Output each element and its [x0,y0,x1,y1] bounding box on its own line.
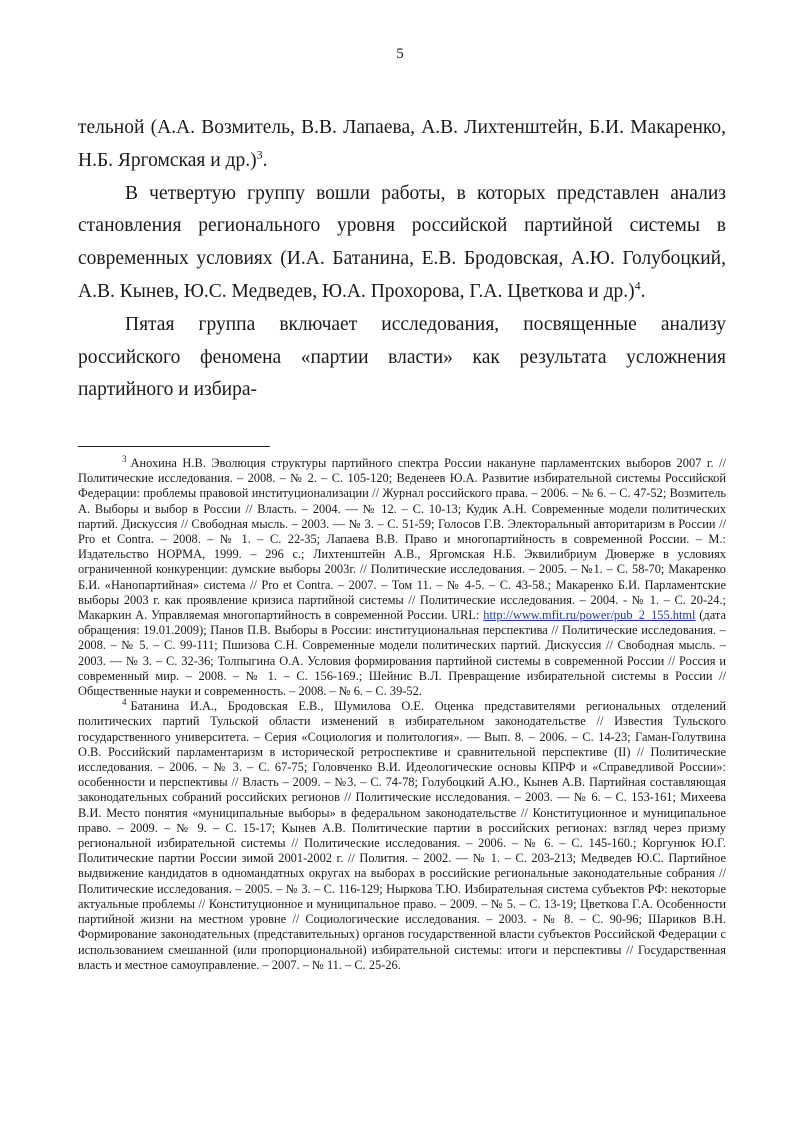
page-number: 5 [396,46,404,62]
paragraph-2-end: . [640,280,646,302]
footnote-ref-4[interactable]: 4 [634,278,641,293]
footnote-4 [78,699,726,973]
paragraph-1-end: . [262,149,268,171]
footnote-3-mark: 3 [122,453,127,464]
footnote-4-text: Батанина И.А., Бродовская Е.В., Шумилова О.Е. Оценка представителями региональных отделений политических партий Тульской области изменений в избирательном законодательстве // Известия Тульского государственного университета. – Серия «Социология и политология». — Вып. 8. – 2006. – С. 14-23; Гаман-Голутвина О.В. Российский парламентаризм в исторической ретроспективе и сравнительной перспективе (II) // Политические исследования. – 2006. – № 3. – С. 67-75; Головченко В.И. Идеологические основы КПРФ и «Справедливой России»: особенности и перспективы // Власть – 2009. – №3. – С. 74-78; Голубоцкий А.Ю., Кынев А.В. Партийная составляющая законодательных собраний российских регионов // Политические исследования. – 2003. — № 6. – С. 153-161; Михеева В.И. Место понятия «муниципальные выборы» в федеральном законодательстве // Конституционное и муниципальное право. – 2009. – № 9. – С. 15-17; Кынев А.В. Политические партии в российских регионах: взгляд через призму региональной избирательной системы // Политические исследования. – 2006. – № 6. – С. 145-160.; Коргунюк Ю.Г. Политические партии России зимой 2001-2002 г. // Полития. – 2002. — № 1. – С. 203-213; Медведев Ю.С. Партийное выдвижение кандидатов в одномандатных округах на выборах в российские региональные законодательные собрания // Политические исследования. – 2005. – № 3. – С. 116-129; Ныркова Т.Ю. Избирательная система субъектов РФ: некоторые актуальные проблемы // Конституционное и муниципальное право. – 2009. – № 5. – С. 13-19; Цветкова Г.А. Особенности партийной жизни на местном уровне // Социологические исследования. – 2003. - № 8. – С. 90-96; Шариков В.Н. Формирование законодательных (представительных) органов государственной власти субъектов Российской Федерации с использованием смешанной (или пропорциональной) избирательной системы: итоги и перспективы // Государственная власть и местное самоуправление. – 2007. – № 11. – С. 25-26. [78,699,726,972]
footnotes [78,453,726,973]
footnote-3-text-a: Анохина Н.В. Эволюция структуры партийного спектра России накануне парламентских выборов 2007 г. // Политические исследования. – 2008. – № 2. – С. 105-120; Веденеев Ю.А. Развитие избирательной системы Российской Федерации: проблемы правовой институционализации // Журнал российского права. – 2006. – № 6. – С. 47-52; Возмитель А. Выборы и выбор в России // Власть. – 2004. — № 12. – С. 10-13; Кудик А.Н. Современные модели политических партий. Дискуссия // Свободная мысль. – 2003. — № 3. – С. 51-59; Голосов Г.В. Электоральный авторитаризм в России // Pro et Contra. – 2008. – № 1. – С. 22-35; Лапаева В.В. Право и многопартийность в современной России. – М.: Издательство НОРМА, 1999. – 296 с.; Лихтенштейн А.В., Яргомская Н.Б. Эквилибриум Дюверже в условиях ограниченной конкуренции: думские выборы 2003г. // Политические исследования. – 2005. – №1. – С. 58-70; Макаренко Б.И. «Нанопартийная» система // Pro et Contra. – 2007. – Том 11. – № 4-5. – С. 43-58.; Макаренко Б.И. Парламентские выборы 2003 г. как проявление кризиса партийной системы // Политические исследования. – 2004. - № 1. – С. 20-24.; Макаркин А. Управляемая многопартийность в современной России. URL: [78,456,726,623]
paragraph-2-text: В четвертую группу вошли работы, в которых представлен анализ становления регионального уровня российской партийной системы в современных условиях (И.А. Батанина, Е.В. Бродовская, А.Ю. Голубоцкий, А.В. Кынев, Ю.С. Медведев, Ю.А. Прохорова, Г.А. Цветкова и др.) [78,182,726,302]
paragraph-2 [78,178,726,309]
paragraph-3: Пятая группа включает исследования, посвященные анализу российского феномена «партии власти» как результата усложнения партийного и избира- [78,313,726,401]
footnote-4-mark: 4 [122,697,127,708]
main-text [78,112,726,407]
footnote-3 [78,453,726,699]
footnote-3-link[interactable]: http://www.mfit.ru/power/pub_2_155.html [483,608,696,623]
footnote-ref-3[interactable]: 3 [256,147,263,162]
footnote-divider [78,446,270,447]
paragraph-1-text: тельной (А.А. Возмитель, В.В. Лапаева, А.В. Лихтенштейн, Б.И. Макаренко, Н.Б. Яргомская и др.) [78,117,726,171]
paragraph-1 [78,112,726,178]
footnote-3-text-b: (дата обращения: 19.01.2009); Панов П.В. Выборы в России: институциональная перспектива // Политические исследования. – 2008. – № 5. – С. 99-111; Пшизова С.Н. Современные модели политических партий. Дискуссия // Свободная мысль. – 2003. — № 3. – С. 32-36; Толпыгина О.А. Условия формирования партийной системы в современной России // Россия и современный мир. – 2008. – № 1. – С. 156-169.; Шейнис В.Л. Превращение избирательной системы в России // Общественные науки и современность. – 2008. – № 6. – С. 39-52. [78,608,726,699]
